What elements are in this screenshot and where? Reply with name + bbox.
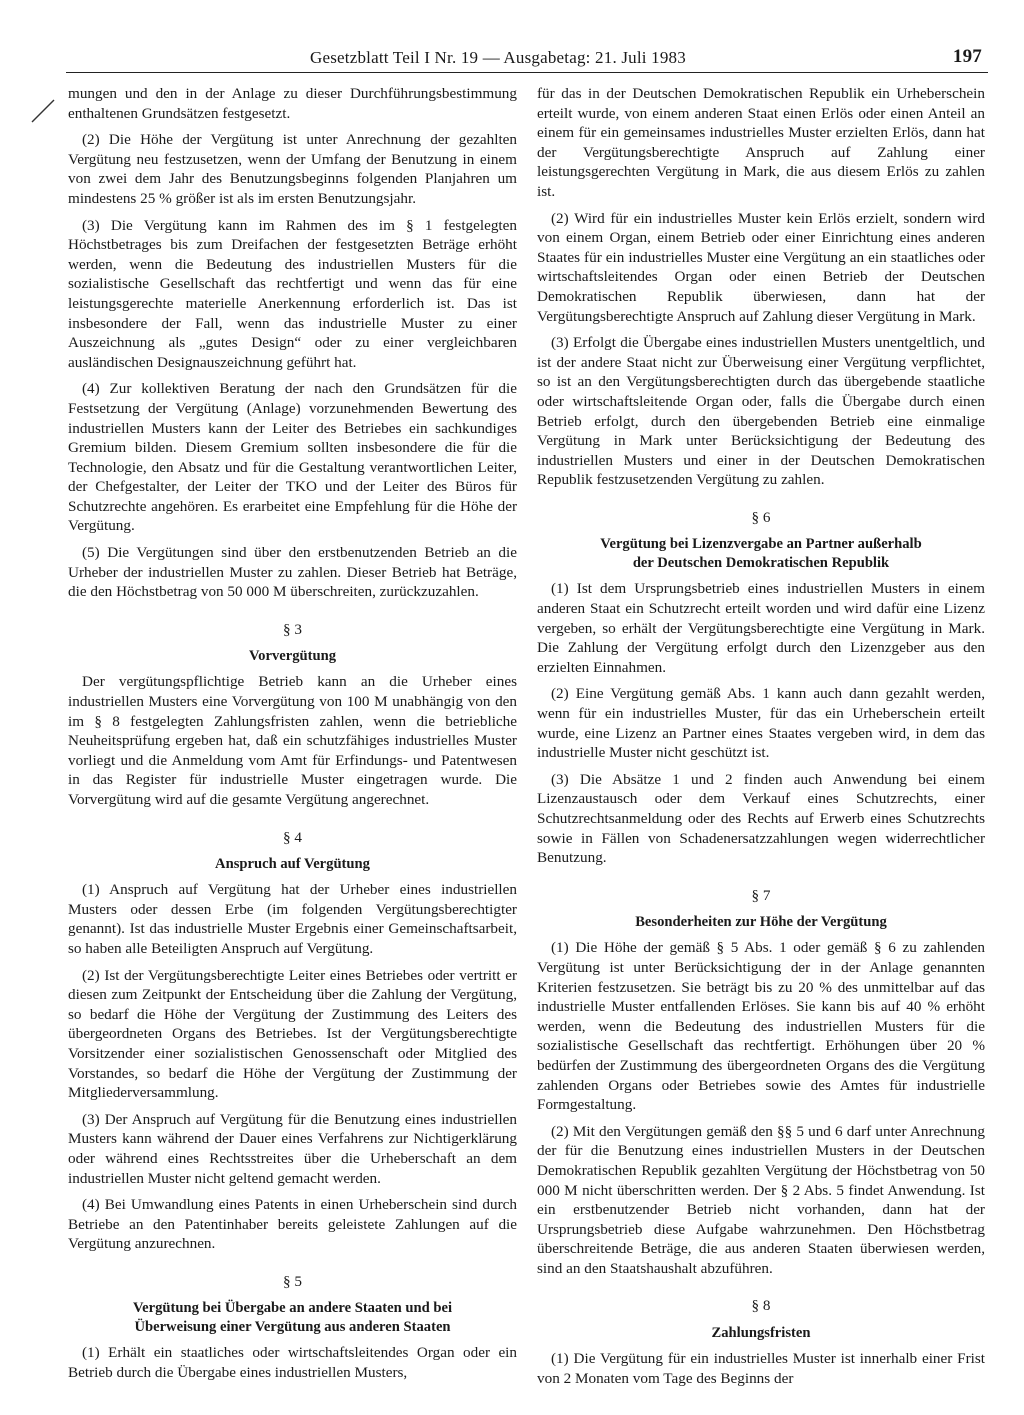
paragraph: (2) Mit den Vergütungen gemäß den §§ 5 und 6 darf unter Anrechnung der für die Benutzung eines industriellen Musters in der Deutschen Demokratischen Republik gezahlten Vergütung der Höchstbetrag von 50 000 M nicht überschritten werden. Der § 2 Abs. 5 findet Anwendung. Ist ein erstbenutzender Betrieb nicht vorhanden, dann hat der Ursprungsbetrieb diese Aufgabe wahrzunehmen. Den Höchstbetrag überschreitende Beträge, die aus anderen Staaten überwiesen werden, sind an den Staatshaushalt abzuführen. xyxy=(537,1122,985,1277)
paragraph: Der vergütungspflichtige Betrieb kann an die Urheber eines industriellen Musters eine Vorvergütung von 100 M unabhängig von den im § 8 festgelegten Zahlungsfristen zahlen, wenn die betriebliche Neuheitsprüfung ergeben hat, daß ein schutzfähiges industrielles Muster vorliegt und die Anmeldung vom Amt für Erfindungs- und Patentwesen in das Register für industrielle Muster eingetragen wurde. Die Vorvergütung wird auf die gesamte Vergütung angerechnet. xyxy=(68,673,517,808)
paragraph: (2) Ist der Vergütungsberechtigte Leiter eines Betriebes oder vertritt er diesen zum Zeitpunkt der Entscheidung über die Zahlung der Vergütung, so bedarf die Höhe der Vergütung der Zustimmung des Leiters des übergeordneten Organs des Betriebes. Ist der Vergütungsberechtigte Vorsitzender einer sozialistischen Genossenschaft oder Mitglied des Vorstandes, so bedarf die Höhe der Vergütung der Zustimmung der Mitgliederversammlung. xyxy=(68,966,517,1102)
page-number: 197 xyxy=(952,46,982,67)
section-number: § 8 xyxy=(751,1297,771,1315)
paragraph: (4) Bei Umwandlung eines Patents in einen Urheberschein sind durch Betriebe an den Patentinhaber bereits geleistete Zahlungen auf die Vergütung anzurechnen. xyxy=(68,1196,517,1253)
paragraph: (2) Die Höhe der Vergütung ist unter Anrechnung der gezahlten Vergütung neu festzusetzen, wenn der Umfang der Benutzung in einem von zwei dem Jahr des Benutzungsbeginns folgenden Planjahren um mindestens 25 % größer ist als im ersten Benutzungsjahr. xyxy=(68,131,517,207)
section-title-line: Überweisung einer Vergütung aus anderen Staaten xyxy=(134,1319,451,1336)
left-column xyxy=(68,84,517,1390)
paragraph: (3) Die Vergütung kann im Rahmen des im § 1 festgelegten Höchstbetrages bis zum Dreifachen der festgesetzten Beträge erhöht werden, wenn die Bedeutung des industriellen Musters für die sozialistische Gesellschaft das rechtfertigt und wenn das für eine leistungsgerechte materielle Anerkennung erforderlich ist. Das ist insbesondere der Fall, wenn das industrielle Muster zu einer Auszeichnung als „gutes Design“ oder zu einer vergleichbaren ausländischen Designauszeichnung geführt hat. xyxy=(68,216,517,371)
paragraph: (4) Zur kollektiven Beratung der nach den Grundsätzen für die Festsetzung der Vergütung (Anlage) vorzunehmenden Bewertung des industriellen Musters kann der Leiter des Betriebes ein sachkundiges Gremium bilden. Diesem Gremium sollten insbesondere die für die Technologie, den Absatz und für die Gestaltung verantwortlichen Leiter, der Chefgestalter, der Leiter der TKO und der Leiter des Büros für Schutzrechte angehören. Es erarbeitet eine Empfehlung für die Höhe der Vergütung. xyxy=(68,380,517,535)
paragraph: für das in der Deutschen Demokratischen Republik ein Urheberschein erteilt wurde, von einem anderen Staat einen Erlös oder einen Anteil an einem für ein gemeinsames industrielles Muster erzielten Erlös, dann hat der Vergütungsberechtigte Anspruch auf Zahlung einer leistungsgerechten Vergütung in Mark, die aus diesem Erlös zu zahlen ist. xyxy=(537,85,985,200)
header-title: Gesetzblatt Teil I Nr. 19 — Ausgabetag: 21. Juli 1983 xyxy=(310,48,686,67)
section-title: Besonderheiten zur Höhe der Vergütung xyxy=(635,914,887,931)
paragraph: (1) Anspruch auf Vergütung hat der Urheber eines industriellen Musters oder dessen Erbe (im folgenden Vergütungsberechtigter genannt). Ist das industrielle Muster Ergebnis einer Gemeinschaftsarbeit, so haben alle Beteiligten Anspruch auf Vergütung. xyxy=(68,881,517,957)
paragraph: (2) Wird für ein industrielles Muster kein Erlös erzielt, sondern wird von einem Organ, einem Betrieb oder einer Einrichtung eines anderen Staates für ein industrielles Muster eine Vergütung an ein staatliches oder wirtschaftsleitendes Organ oder einen Betrieb der Deutschen Demokratischen Republik überwiesen, dann hat der Vergütungsberechtigte Anspruch auf Zahlung dieser Vergütung in Mark. xyxy=(537,209,985,325)
section-number: § 3 xyxy=(283,620,302,638)
header-rule xyxy=(66,72,988,73)
section-number: § 7 xyxy=(751,886,771,904)
section-title-line: Vergütung bei Lizenzvergabe an Partner außerhalb xyxy=(600,536,922,553)
section-number: § 5 xyxy=(283,1272,302,1290)
paragraph: (3) Die Absätze 1 und 2 finden auch Anwendung bei einem Lizenzaustausch oder dem Verkauf eines Schutzrechts, einer Schutzrechtsanmeldung oder des Rechts auf Erwerb eines Schutzrechts sowie in Fällen von Schadenersatzzahlungen wegen widerrechtlicher Benutzung. xyxy=(537,770,985,867)
section-number: § 4 xyxy=(283,828,302,846)
section-title-line: Vergütung bei Übergabe an andere Staaten und bei xyxy=(132,1300,453,1317)
paragraph: (1) Die Vergütung für ein industrielles Muster ist innerhalb einer Frist von 2 Monaten vom Tage des Beginns der xyxy=(537,1350,985,1387)
section-title-line: der Deutschen Demokratischen Republik xyxy=(632,555,890,572)
section-number: § 6 xyxy=(751,508,771,526)
paragraph: (1) Die Höhe der gemäß § 5 Abs. 1 oder gemäß § 6 zu zahlenden Vergütung ist unter Berücksichtigung der in der Anlage genannten Kriterien festzusetzen. Sie beträgt bis zu 20 % des unmittelbar auf das industrielle Muster entfallenden Erlöses. Sie kann bis auf 40 % erhöht werden, wenn die Bedeutung des industriellen Musters für die sozialistische Gesellschaft das rechtfertigt. Erhöhungen über 20 % bedürfen der Zustimmung des übergeordneten Organs des die Vergütung zahlenden Organs oder Betriebes sowie des Amtes für industrielle Formgestaltung. xyxy=(537,939,985,1114)
section-title: Anspruch auf Vergütung xyxy=(215,856,370,873)
paragraph: (2) Eine Vergütung gemäß Abs. 1 kann auch dann gezahlt werden, wenn für ein industrielles Muster, für das ein Urheberschein erteilt wurde, eine Lizenz an Partner eines Staates vergeben wird, in dem das industrielle Muster nicht geschützt ist. xyxy=(537,685,985,762)
margin-pen-mark xyxy=(30,94,60,124)
paragraph: (3) Der Anspruch auf Vergütung für die Benutzung eines industriellen Musters kann während der Dauer eines Verfahrens zur Nichtigerklärung oder während eines Rechtsstreites über die Urheberschaft an dem industriellen Muster nicht geltend gemacht werden. xyxy=(68,1110,517,1187)
section-title xyxy=(68,1299,517,1337)
paragraph: mungen und den in der Anlage zu dieser Durchführungsbestimmung enthaltenen Grundsätzen festgesetzt. xyxy=(68,85,517,122)
section-title: Zahlungsfristen xyxy=(711,1325,811,1342)
section-title: Vorvergütung xyxy=(248,648,337,665)
page-header xyxy=(310,48,990,68)
paragraph: (1) Ist dem Ursprungsbetrieb eines industriellen Musters in einem anderen Staat ein Schutzrecht erteilt worden und wird dafür eine Lizenz vergeben, so erhält der Vergütungsberechtigte eine Vergütung in Mark. Die Zahlung der Vergütung erfolgt durch den Lizenzgeber aus den erzielten Einnahmen. xyxy=(537,580,985,676)
section-title xyxy=(537,535,985,573)
paragraph: (5) Die Vergütungen sind über den erstbenutzenden Betrieb an die Urheber der industriellen Muster zu zahlen. Dieser Betrieb hat Beträge, die den Höchstbetrag von 50 000 M überschreiten, zurückzuzahlen. xyxy=(68,544,517,601)
paragraph: (1) Erhält ein staatliches oder wirtschaftsleitendes Organ oder ein Betrieb durch die Übergabe eines industriellen Musters, xyxy=(68,1344,517,1382)
paragraph: (3) Erfolgt die Übergabe eines industriellen Musters unentgeltlich, und ist der andere Staat nicht zur Überweisung einer Vergütung verpflichtet, so ist an den Vergütungsberechtigten durch das übergebende staatliche oder wirtschaftsleitende Organ oder, falls die Übergabe durch einen Betrieb erfolgt, durch den übergebenden Betrieb eine einmalige Vergütung in Mark unter Berücksichtigung der Bedeutung des industriellen Musters und einer in der Deutschen Demokratischen Republik festzusetzenden Vergütung zu zahlen. xyxy=(537,334,985,489)
right-column xyxy=(537,84,985,1395)
